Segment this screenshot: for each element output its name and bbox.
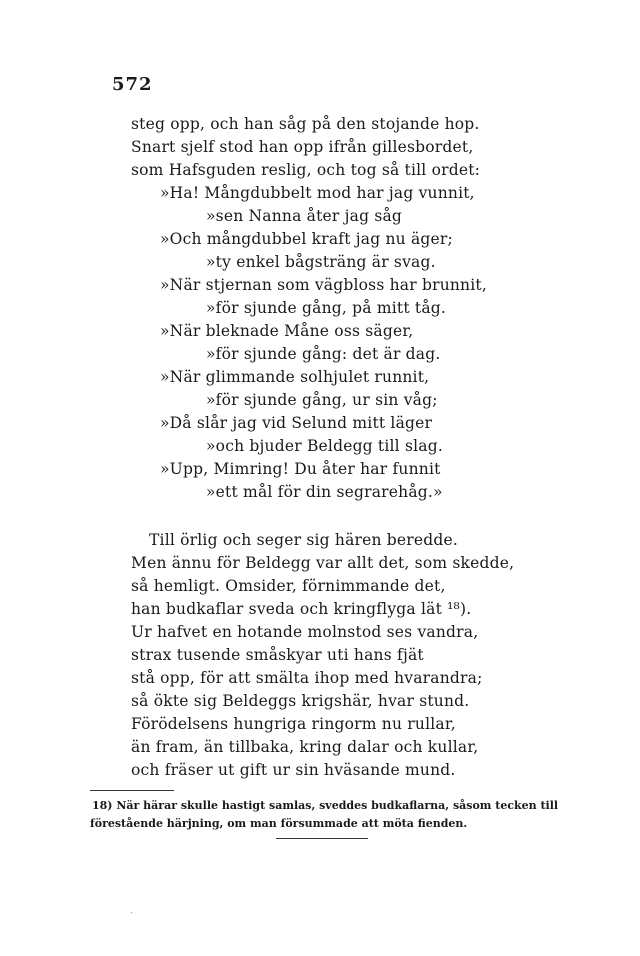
- verse-line: så hemligt. Omsider, förnimmande det,: [131, 577, 446, 595]
- verse-line: och fräser ut gift ur sin hväsande mund.: [131, 761, 456, 779]
- footnote-line: 18) När härar skulle hastigt samlas, sveddes budkaflarna, såsom tecken till: [92, 799, 559, 812]
- verse-line: »Ha! Mångdubbelt mod har jag vunnit,: [160, 184, 475, 202]
- verse-line: Förödelsens hungriga ringorm nu rullar,: [131, 715, 456, 733]
- verse-line: »sen Nanna åter jag såg: [206, 207, 403, 225]
- verse-line: »När glimmande solhjulet runnit,: [160, 368, 430, 386]
- page-number: 572: [112, 74, 153, 95]
- verse-line: än fram, än tillbaka, kring dalar och kullar,: [131, 738, 479, 756]
- verse-line: Ur hafvet en hotande molnstod ses vandra,: [131, 623, 479, 641]
- footnote-line: förestående härjning, om man försummade att möta fienden.: [90, 817, 468, 830]
- verse-line: »för sjunde gång, på mitt tåg.: [206, 299, 447, 317]
- verse-line: »Då slår jag vid Selund mitt läger: [160, 414, 433, 432]
- verse-line: »När stjernan som vägbloss har brunnit,: [160, 276, 487, 294]
- verse-line: steg opp, och han såg på den stojande hop.: [131, 115, 480, 133]
- verse-line: Snart sjelf stod han opp ifrån gillesbordet,: [131, 138, 474, 156]
- verse-line: »ett mål för din segrarehåg.»: [206, 483, 443, 501]
- verse-line: så ökte sig Beldeggs krigshär, hvar stund.: [131, 692, 470, 710]
- verse-line: Till örlig och seger sig hären beredde.: [149, 531, 459, 549]
- verse-line: han budkaflar sveda och kringflyga lät ¹⁸).: [131, 600, 472, 618]
- verse-line: strax tusende småskyar uti hans fjät: [131, 646, 424, 664]
- verse-line: »och bjuder Beldegg till slag.: [206, 437, 443, 455]
- verse-line: »för sjunde gång, ur sin våg;: [206, 391, 438, 409]
- verse-line: »för sjunde gång: det är dag.: [206, 345, 441, 363]
- verse-line: »Och mångdubbel kraft jag nu äger;: [160, 230, 453, 248]
- verse-line: Men ännu för Beldegg var allt det, som skedde,: [131, 554, 515, 572]
- end-divider: [276, 838, 368, 839]
- ink-speck: ˏ: [130, 903, 134, 914]
- verse-line: stå opp, för att smälta ihop med hvarandra;: [131, 669, 483, 687]
- footnote-divider: [90, 790, 174, 791]
- verse-line: »ty enkel bågsträng är svag.: [206, 253, 436, 271]
- verse-line: som Hafsguden reslig, och tog så till ordet:: [131, 161, 481, 179]
- verse-line: »Upp, Mimring! Du åter har funnit: [160, 460, 441, 478]
- verse-line: »När bleknade Måne oss säger,: [160, 322, 414, 340]
